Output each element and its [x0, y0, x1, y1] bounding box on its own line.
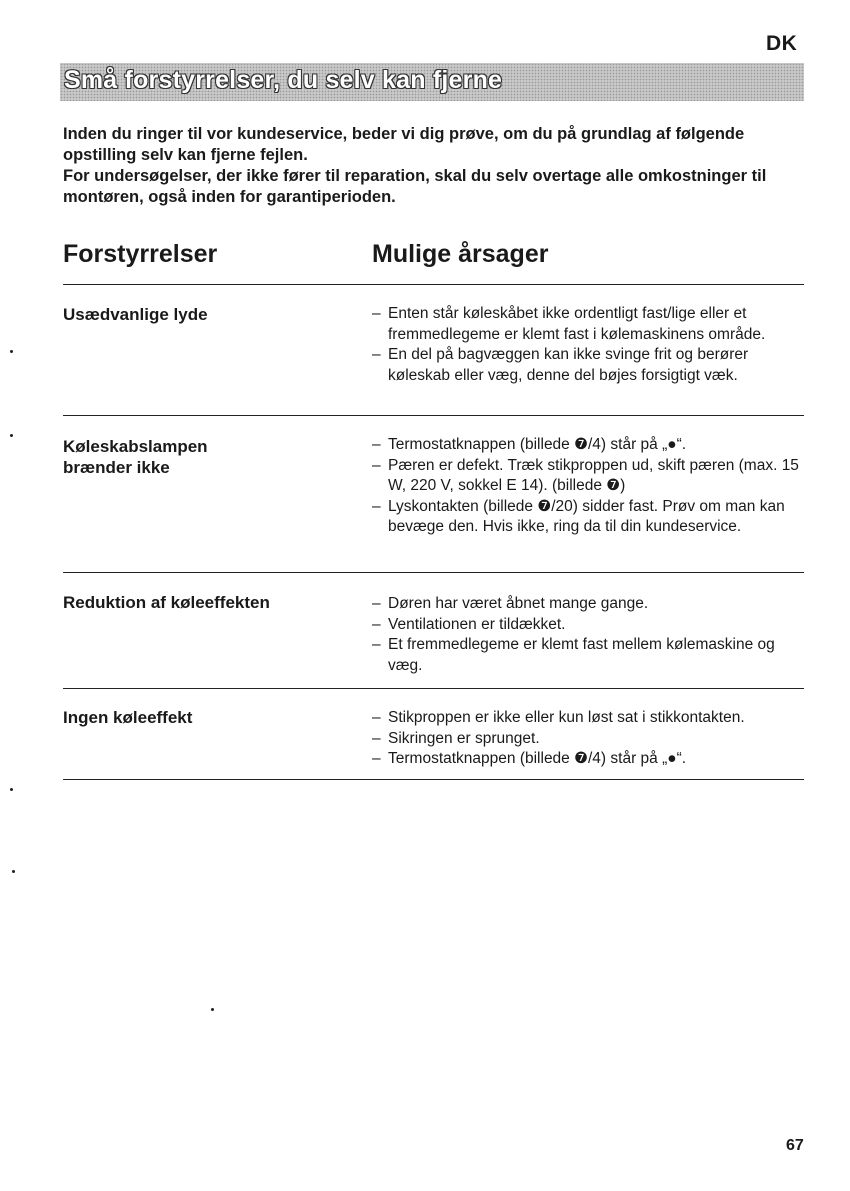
cause-item: – Stikproppen er ikke eller kun løst sat i stikkontakten. — [372, 708, 800, 729]
column-header-causes: Mulige årsager — [372, 240, 549, 268]
problem-label: Usædvanlige lyde — [63, 305, 208, 324]
cause-item: – Ventilationen er tildækket. — [372, 615, 800, 636]
problem-label: Reduktion af køleeffekten — [63, 593, 270, 612]
causes-list — [372, 435, 800, 538]
causes-list — [372, 304, 800, 386]
language-code: DK — [766, 32, 798, 55]
scan-speck — [10, 434, 13, 437]
page-title: Små forstyrrelser, du selv kan fjerne — [64, 66, 503, 94]
cause-item: – Termostatknappen (billede ❼/4) står på „●“. — [372, 435, 800, 456]
cause-item: – Sikringen er sprunget. — [372, 729, 800, 750]
page-number: 67 — [786, 1137, 804, 1154]
table-divider — [63, 415, 804, 416]
column-header-problems: Forstyrrelser — [63, 240, 218, 268]
intro-paragraph-1: Inden du ringer til vor kundeservice, beder vi dig prøve, om du på grundlag af følgende opstilling selv kan fjerne fejlen. — [63, 125, 745, 164]
cause-item: – Pæren er defekt. Træk stikproppen ud, skift pæren (max. 15 W, 220 V, sokkel E 14). (billede ❼) — [372, 456, 800, 497]
causes-list — [372, 594, 800, 676]
cause-item: – Enten står køleskåbet ikke ordentligt fast/lige eller et fremmedlegeme er klemt fast i kølemaskinens område. — [372, 304, 800, 345]
scan-speck — [211, 1008, 214, 1011]
causes-list — [372, 708, 800, 770]
scan-speck — [10, 350, 13, 353]
scan-speck — [10, 788, 13, 791]
cause-item: – En del på bagvæggen kan ikke svinge frit og berører køleskab eller væg, denne del bøjes forsigtigt væk. — [372, 345, 800, 386]
table-divider — [63, 284, 804, 285]
problem-label: Ingen køleeffekt — [63, 708, 193, 727]
intro-paragraph-2: For undersøgelser, der ikke fører til reparation, skal du selv overtage alle omkostninger til montøren, også inden for garantiperioden. — [63, 167, 767, 206]
intro-text — [63, 124, 803, 208]
cause-item: – Døren har været åbnet mange gange. — [372, 594, 800, 615]
cause-item: – Lyskontakten (billede ❼/20) sidder fast. Prøv om man kan bevæge den. Hvis ikke, ring da til din kundeservice. — [372, 497, 800, 538]
cause-item: – Termostatknappen (billede ❼/4) står på „●“. — [372, 749, 800, 770]
scan-speck — [12, 870, 15, 873]
cause-item: – Et fremmedlegeme er klemt fast mellem kølemaskine og væg. — [372, 635, 800, 676]
table-divider — [63, 688, 804, 689]
table-divider — [63, 779, 804, 780]
problem-label: Køleskabslampen brænder ikke — [63, 437, 208, 477]
table-divider — [63, 572, 804, 573]
